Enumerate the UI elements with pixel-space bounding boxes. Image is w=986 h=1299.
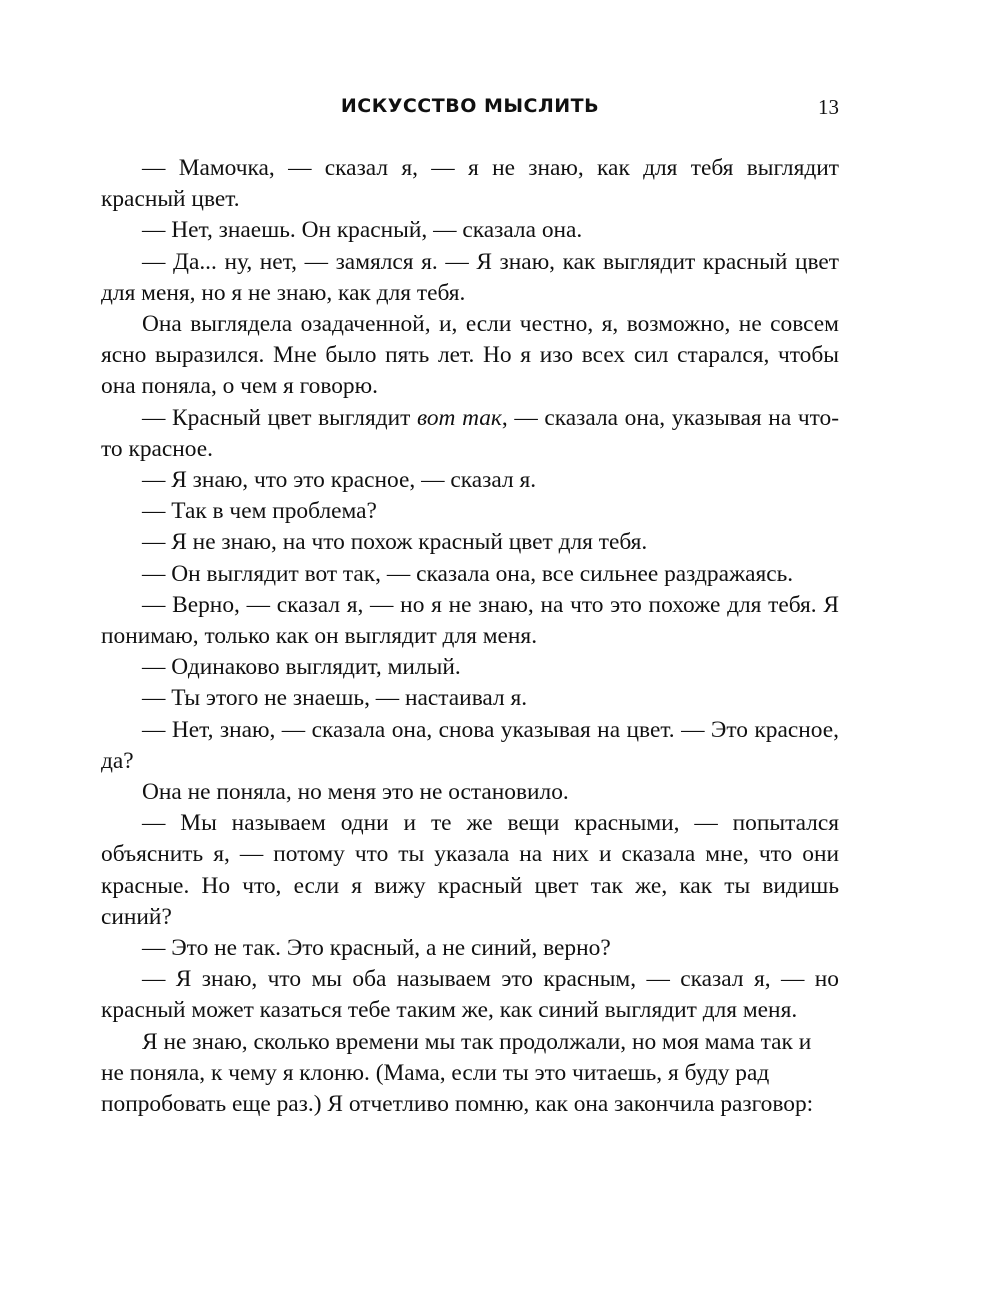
running-head — [101, 93, 839, 123]
paragraph: — Ты этого не знаешь, — настаивал я. — [142, 685, 528, 712]
paragraph: — Мамочка, — сказал я, — я не знаю, как для тебя выглядит красный цвет. — [101, 155, 839, 213]
paragraph: Она выглядела озадаченной, и, если честно, я, возможно, не совсем ясно выразился. Мне было пять лет. Но я изо всех сил старался, чтобы она поняла, о чем я говорю. — [101, 311, 839, 400]
page-number: 13 — [818, 95, 839, 119]
paragraph-text: , — сказала она, указывая на что-то красное. — [101, 404, 839, 462]
paragraph: — Я не знаю, на что похож красный цвет для тебя. — [142, 529, 648, 556]
paragraph: — Верно, — сказал я, — но я не знаю, на что это похоже для тебя. Я понимаю, только как он выглядит для меня. — [101, 591, 839, 650]
paragraph — [101, 403, 839, 465]
paragraph: Я не знаю, сколько времени мы так продолжали, но моя мама так и не поняла, к чему я клоню. (Мама, если ты это читаешь, я буду рад попробовать еще раз.) Я отчетливо помню, как она закончила разговор: — [101, 1028, 814, 1118]
emphasis-text: вот так — [417, 404, 502, 431]
body-text — [101, 153, 839, 1120]
paragraph: — Одинаково выглядит, милый. — [142, 654, 461, 681]
paragraph: — Я знаю, что это красное, — сказал я. — [142, 467, 537, 494]
paragraph: — Я знаю, что мы оба называем это красным, — сказал я, — но красный может казаться тебе таким же, как синий выглядит для меня. — [101, 966, 839, 1024]
paragraph: — Так в чем проблема? — [142, 498, 377, 525]
paragraph: — Да... ну, нет, — замялся я. — Я знаю, как выглядит красный цвет для меня, но я не знаю, как для тебя. — [101, 248, 839, 306]
paragraph-text: — Красный цвет выглядит — [142, 404, 417, 431]
paragraph: — Это не так. Это красный, а не синий, верно? — [142, 935, 611, 962]
paragraph: Она не поняла, но меня это не остановило. — [142, 779, 569, 806]
paragraph: — Он выглядит вот так, — сказала она, все сильнее раздражаясь. — [142, 560, 794, 587]
paragraph: — Нет, знаю, — сказала она, снова указывая на цвет. — Это красное, да? — [101, 716, 839, 774]
paragraph: — Мы называем одни и те же вещи красными, — попытался объяснить я, — потому что ты указала на них и сказала мне, что они красные. Но что, если я вижу красный цвет так же, как ты видишь синий? — [101, 810, 839, 930]
paragraph: — Нет, знаешь. Он красный, — сказала она. — [142, 217, 583, 244]
running-title: ИСКУССТВО МЫСЛИТЬ — [340, 95, 600, 117]
